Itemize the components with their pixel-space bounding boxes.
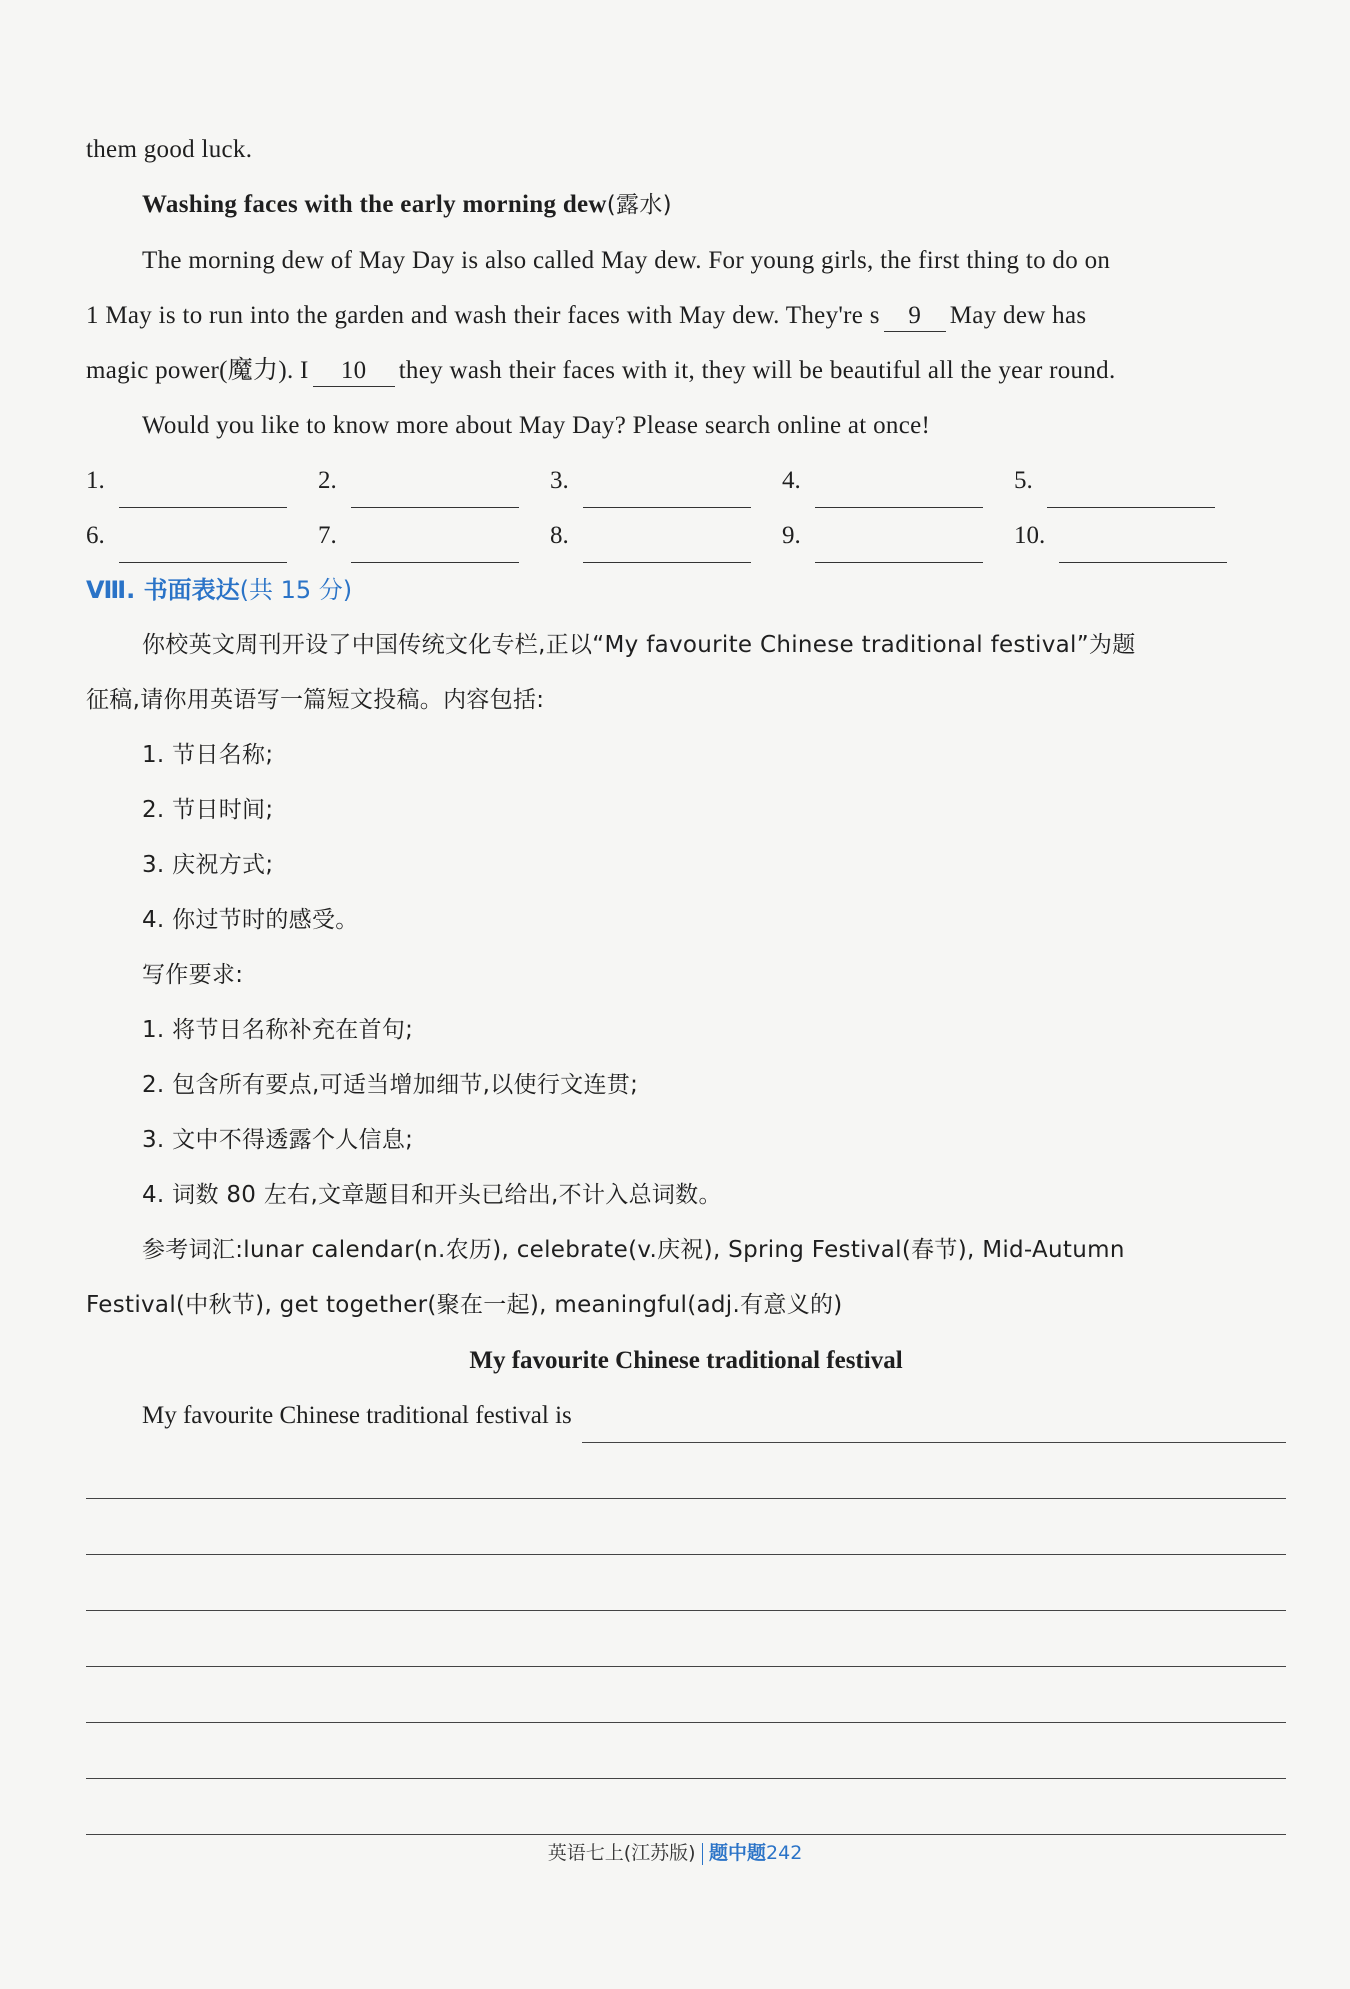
essay-fill-line[interactable] — [582, 1404, 1286, 1443]
writing-line[interactable] — [86, 1611, 1286, 1667]
blank-10[interactable]: 10 — [313, 356, 395, 387]
answer-line[interactable] — [583, 526, 751, 563]
footer-book-title: 英语七上(江苏版) — [547, 1842, 696, 1864]
answer-row-2 — [86, 508, 1286, 563]
paragraph-text: 1 May is to run into the garden and wash their faces with May dew. They're s — [86, 302, 880, 329]
answer-line[interactable] — [583, 471, 751, 508]
answer-number: 10. — [1014, 522, 1046, 549]
answer-slot[interactable] — [318, 453, 550, 508]
section-name: 书面表达 — [143, 576, 240, 604]
requirement-item: 3. 文中不得透露个人信息; — [142, 1127, 414, 1153]
paragraph-text: May dew has — [949, 302, 1087, 329]
answer-line[interactable] — [119, 471, 287, 508]
intro-line-2: 征稿,请你用英语写一篇短文投稿。内容包括: — [86, 687, 545, 713]
section-title — [86, 563, 1286, 618]
answer-slot[interactable] — [86, 453, 318, 508]
essay-start-text: My favourite Chinese traditional festival is — [142, 1402, 572, 1429]
answer-line[interactable] — [815, 526, 983, 563]
answer-line[interactable] — [351, 471, 519, 508]
intro-line-1: 你校英文周刊开设了中国传统文化专栏,正以“My favourite Chinese traditional festival”为题 — [142, 632, 1136, 658]
answer-slot[interactable] — [318, 508, 550, 563]
requirement-item: 2. 包含所有要点,可适当增加细节,以使行文连贯; — [142, 1072, 639, 1098]
paragraph-line-1: The morning dew of May Day is also called May dew. For young girls, the first thing to do on — [142, 247, 1111, 274]
heading-zh: (露水) — [606, 192, 672, 218]
writing-line[interactable] — [86, 1443, 1286, 1499]
answer-number: 1. — [86, 467, 105, 494]
essay-title: My favourite Chinese traditional festival — [469, 1347, 903, 1374]
answer-slot[interactable] — [782, 508, 1014, 563]
answer-number: 4. — [782, 467, 801, 494]
passage-heading — [86, 177, 1286, 233]
requirement-item: 4. 词数 80 左右,文章题目和开头已给出,不计入总词数。 — [142, 1182, 722, 1208]
writing-line[interactable] — [86, 1723, 1286, 1779]
answer-number: 2. — [318, 467, 337, 494]
content-item: 1. 节日名称; — [142, 742, 274, 768]
content-column — [86, 122, 1286, 1835]
answer-slot[interactable] — [1014, 508, 1246, 563]
content-item: 2. 节日时间; — [142, 797, 274, 823]
section-points: (共 15 分) — [239, 576, 353, 604]
section-numeral: Ⅷ. — [86, 576, 136, 604]
content-item: 4. 你过节时的感受。 — [142, 907, 359, 933]
paragraph-text: magic power(魔力). I — [86, 357, 309, 384]
answer-line[interactable] — [351, 526, 519, 563]
footer-divider — [702, 1843, 704, 1865]
paragraph-line-3 — [86, 343, 1286, 398]
answer-line[interactable] — [1047, 471, 1215, 508]
requirement-item: 1. 将节日名称补充在首句; — [142, 1017, 414, 1043]
answer-line[interactable] — [815, 471, 983, 508]
paragraph-text: they wash their faces with it, they will be beautiful all the year round. — [398, 357, 1116, 384]
vocab-line-1: 参考词汇:lunar calendar(n.农历), celebrate(v.庆祝), Spring Festival(春节), Mid-Autumn — [142, 1237, 1125, 1263]
answer-number: 7. — [318, 522, 337, 549]
requirements-heading: 写作要求: — [142, 962, 244, 988]
blank-9[interactable]: 9 — [884, 301, 946, 332]
writing-line[interactable] — [86, 1667, 1286, 1723]
answer-slot[interactable] — [550, 508, 782, 563]
writing-line[interactable] — [86, 1779, 1286, 1835]
answer-number: 5. — [1014, 467, 1033, 494]
answer-number: 9. — [782, 522, 801, 549]
essay-first-line — [86, 1388, 1286, 1443]
answer-number: 8. — [550, 522, 569, 549]
answer-slot[interactable] — [782, 453, 1014, 508]
footer-page-number: 242 — [766, 1842, 803, 1864]
answer-line[interactable] — [1059, 526, 1227, 563]
paragraph-line-2 — [86, 288, 1286, 343]
vocab-line-2: Festival(中秋节), get together(聚在一起), meaningful(adj.有意义的) — [86, 1292, 843, 1318]
answer-slot[interactable] — [86, 508, 318, 563]
answer-row-1 — [86, 453, 1286, 508]
passage-continuation: them good luck. — [86, 136, 253, 163]
paragraph-line-4: Would you like to know more about May Day? Please search online at once! — [142, 412, 931, 439]
footer-brand: 题中题 — [709, 1842, 767, 1864]
content-item: 3. 庆祝方式; — [142, 852, 274, 878]
answer-number: 6. — [86, 522, 105, 549]
answer-number: 3. — [550, 467, 569, 494]
writing-line[interactable] — [86, 1555, 1286, 1611]
writing-line[interactable] — [86, 1499, 1286, 1555]
heading-text: Washing faces with the early morning dew — [142, 191, 607, 218]
answer-slot[interactable] — [550, 453, 782, 508]
answer-slot[interactable] — [1014, 453, 1246, 508]
answer-line[interactable] — [119, 526, 287, 563]
page-footer — [0, 1838, 1350, 1865]
